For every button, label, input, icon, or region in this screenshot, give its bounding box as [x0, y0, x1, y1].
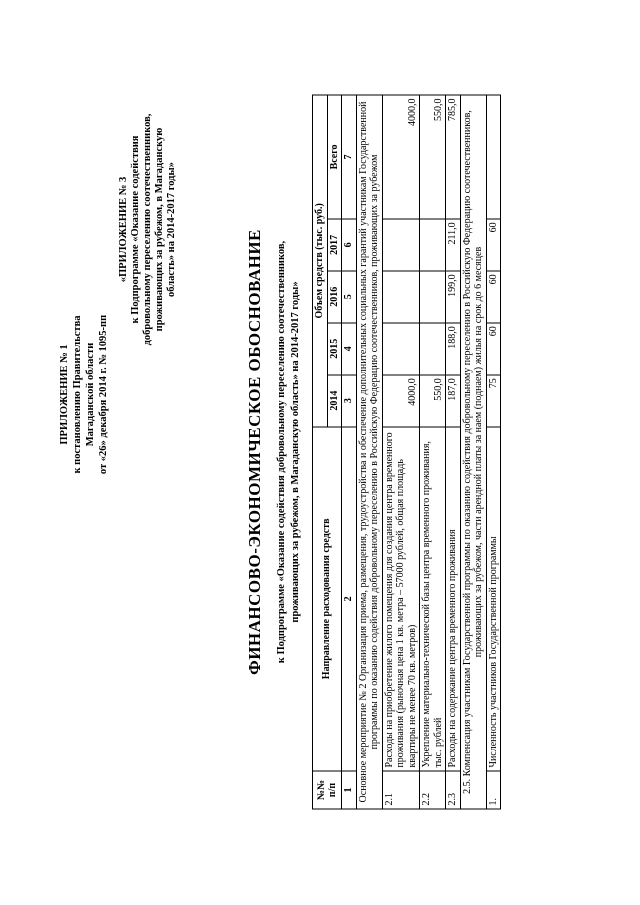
row-total: 785,0	[446, 95, 461, 219]
col-header-2016: 2016	[327, 271, 342, 323]
row-total: 550,0	[420, 95, 446, 219]
appendix-1-line: к постановлению Правительства	[72, 315, 83, 474]
section-2-5: 2.5. Компенсация участникам Государственной программы по оказанию содействия добровольному переселению в Российскую Федерацию соотечественников, проживающих за рубежом, части арендной платы за наем (поднаем) жилья на срок до 6 месяцев	[460, 95, 486, 809]
funding-table	[312, 95, 501, 810]
row-text: Численность участников Государственной программы	[486, 427, 501, 771]
row-2016: 60	[486, 271, 501, 323]
col-number: 5	[342, 271, 357, 323]
row-2017: 211,0	[446, 219, 461, 271]
section-row	[356, 95, 382, 809]
row-2014: 550,0	[420, 375, 446, 427]
row-2017	[420, 219, 446, 271]
table-header-row	[313, 95, 328, 809]
row-2016	[382, 271, 420, 323]
col-header-total: Всего	[327, 95, 342, 219]
col-header-2017: 2017	[327, 219, 342, 271]
row-text: Расходы на приобретение жилого помещения для создания центра временного проживания (рыночная цена 1 кв. метра – 57000 рублей, общая площадь квартиры не менее 70 кв. метров)	[382, 427, 420, 771]
row-text: Расходы на содержание центра временного проживания	[446, 427, 461, 771]
row-total: 4000,0	[382, 95, 420, 219]
row-num: 1.	[486, 771, 501, 809]
appendix-1-title: ПРИЛОЖЕНИЕ № 1	[59, 344, 70, 445]
row-2014: 75	[486, 375, 501, 427]
col-header-num: №№ п/п	[313, 771, 342, 809]
appendix-1-header	[58, 235, 110, 555]
appendix-3-title: «ПРИЛОЖЕНИЕ № 3	[118, 176, 129, 283]
document-subtitle: проживающих за рубежом, в Магаданскую область» на 2014-2017 годы»	[290, 281, 301, 623]
col-number: 7	[342, 95, 357, 219]
row-2016	[420, 271, 446, 323]
row-total	[486, 95, 501, 219]
row-2015	[382, 323, 420, 375]
row-2017: 60	[486, 219, 501, 271]
table-row	[382, 95, 420, 809]
table-row	[446, 95, 461, 809]
row-2014: 4000,0	[382, 375, 420, 427]
table-row	[420, 95, 446, 809]
document-title: ФИНАНСОВО-ЭКОНОМИЧЕСКОЕ ОБОСНОВАНИЕ	[245, 229, 264, 675]
appendix-1-line: от «26» декабря 2014 г. № 1095-пп	[98, 314, 109, 475]
appendix-1-line: Магаданской области	[85, 342, 96, 447]
col-number: 2	[342, 427, 357, 771]
row-2014: 187,0	[446, 375, 461, 427]
col-header-2014: 2014	[327, 375, 342, 427]
col-header-direction: Направление расходования средств	[313, 427, 342, 771]
col-number: 6	[342, 219, 357, 271]
row-num: 2.1	[382, 771, 420, 809]
col-number: 3	[342, 375, 357, 427]
row-2015: 60	[486, 323, 501, 375]
row-text: Укрепление материально-технической базы центра временного проживания, тыс. рублей	[420, 427, 446, 771]
row-num: 2.2	[420, 771, 446, 809]
row-2015: 188,0	[446, 323, 461, 375]
col-header-volume: Объем средств (тыс. руб.)	[313, 95, 328, 427]
col-number: 1	[342, 771, 357, 809]
row-2017	[382, 219, 420, 271]
appendix-3-header	[118, 110, 178, 350]
col-header-2015: 2015	[327, 323, 342, 375]
section-main-activity: Основное мероприятие № 2 Организация приема, размещения, трудоустройства и обеспечение дополнительных социальных гарантий участникам Государственной программы по оказанию содействия добровольному переселению в Российскую Федерацию соотечественников, проживающих за рубежом	[356, 95, 382, 809]
document-subtitle: к Подпрограмме «Оказание содействия добровольному переселению соотечественников,	[276, 240, 287, 664]
row-num: 2.3	[446, 771, 461, 809]
appendix-3-text: к Подпрограмме «Оказание содействия добровольному переселению соотечественников, проживающих за рубежом, в Магаданскую область» на 2014-2017 годы»	[130, 113, 177, 346]
section-row	[460, 95, 486, 809]
col-number: 4	[342, 323, 357, 375]
row-2016: 199,0	[446, 271, 461, 323]
column-number-row	[342, 95, 357, 809]
row-2015	[420, 323, 446, 375]
table-row	[486, 95, 501, 809]
